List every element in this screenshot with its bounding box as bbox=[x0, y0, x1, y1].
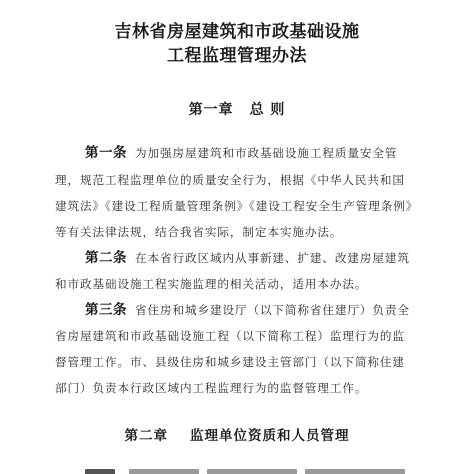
chapter-2-name: 监理单位资质和人员管理 bbox=[190, 428, 350, 444]
article-2-line-2: 和市政基础设施工程实施监理的相关活动，适用本办法。 bbox=[55, 277, 368, 291]
article-3-line-2: 省房屋建筑和市政基础设施工程（以下简称工程）监理行为的监 bbox=[55, 329, 405, 343]
document-title-line-2: 工程监理管理办法 bbox=[167, 46, 307, 66]
chapter-1-prefix: 第一章 bbox=[188, 102, 234, 118]
article-3-label: 第三条 bbox=[85, 302, 127, 318]
article-2-label: 第二条 bbox=[85, 250, 127, 266]
article-3-line-1 bbox=[85, 302, 429, 318]
article-1-line-3: 建筑法》《建设工程质量管理条例》《建设工程安全生产管理条例》 bbox=[55, 199, 419, 213]
document-title-line-1: 吉林省房屋建筑和市政基础设施 bbox=[114, 22, 360, 42]
chapter-1-heading bbox=[0, 99, 474, 119]
article-3-text-1: 省住房和城乡建设厅（以下简称省住建厅）负责全 bbox=[135, 303, 410, 317]
article-3-line-3: 督管理工作。市、县级住房和城乡建设主管部门（以下简称住建 bbox=[55, 355, 405, 369]
article-1-text-1: 为加强房屋建筑和市政基础设施工程质量安全管 bbox=[135, 146, 398, 160]
article-1-line-2: 理，规范工程监理单位的质量安全行为，根据《中华人民共和国 bbox=[55, 173, 405, 187]
article-3-line-4: 部门）负责本行政区域内工程监理行为的监督管理工作。 bbox=[55, 381, 368, 395]
chapter-2-heading bbox=[0, 424, 474, 444]
cut-off-text-line bbox=[85, 462, 415, 474]
article-2-line-1 bbox=[85, 250, 429, 266]
article-1-line-4: 等有关法律法规，结合我省实际，制定本实施办法。 bbox=[55, 225, 343, 239]
article-2-text-1: 在本省行政区域内从事新建、扩建、改建房屋建筑 bbox=[135, 251, 410, 265]
article-1-label: 第一条 bbox=[85, 145, 127, 161]
chapter-1-name: 总 则 bbox=[249, 102, 286, 118]
article-1-line-1 bbox=[85, 145, 429, 161]
chapter-2-prefix: 第二章 bbox=[124, 428, 168, 444]
